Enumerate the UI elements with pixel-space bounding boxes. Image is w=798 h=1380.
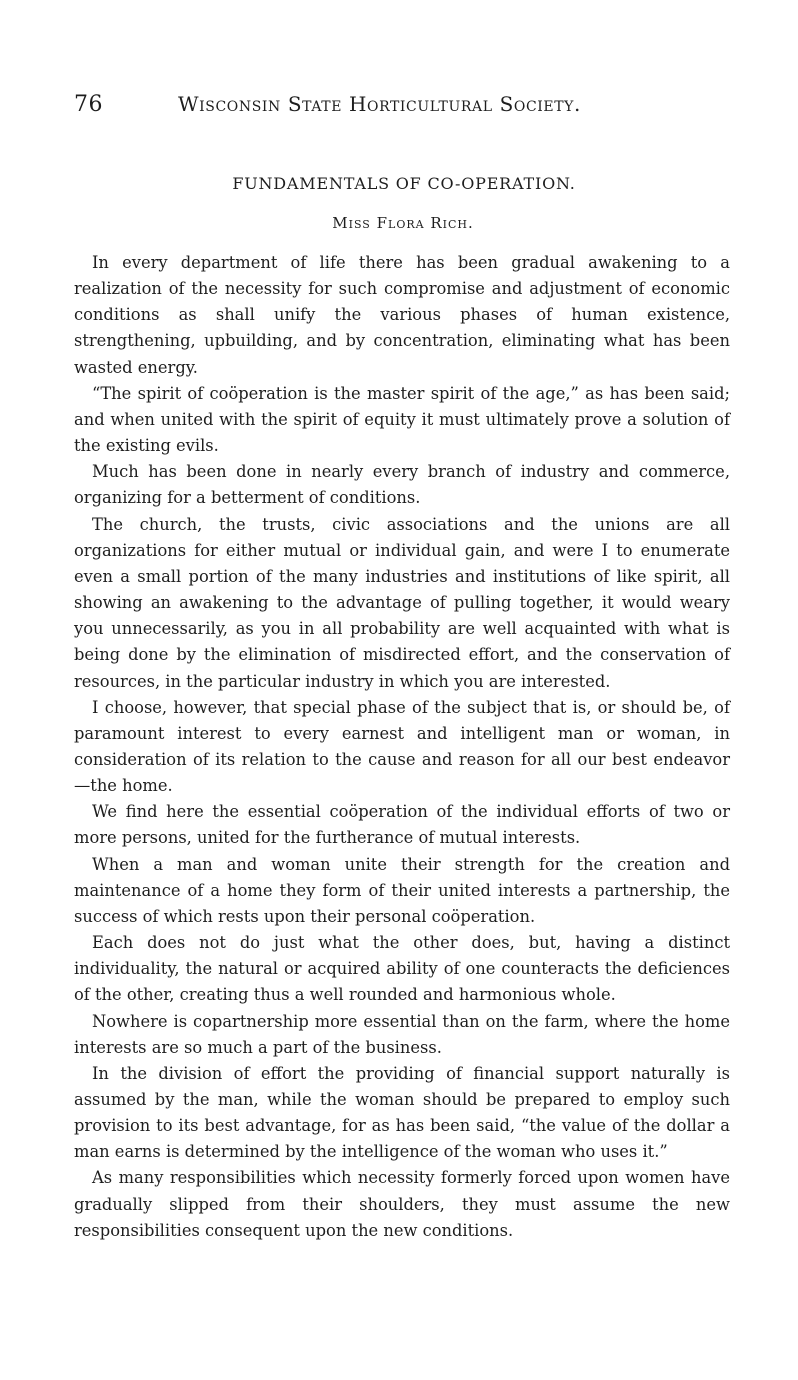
- paragraph: Nowhere is copartnership more essential than on the farm, where the home interests are so much a part of the business.: [74, 1011, 730, 1057]
- article-body: [74, 250, 730, 1244]
- paragraph: When a man and woman unite their strength for the creation and maintenance of a home they form of their united interests a partnership, the success of which rests upon their personal coöperation.: [74, 854, 730, 926]
- paragraph: We find here the essential coöperation of the individual efforts of two or more persons, united for the furtherance of mutual interests.: [74, 802, 730, 848]
- article-author: Miss Flora Rich.: [332, 214, 474, 232]
- paragraph: As many responsibilities which necessity formerly forced upon women have gradually slipped from their shoulders, they must assume the new responsibilities consequent upon the new conditions.: [74, 1168, 730, 1240]
- paragraph: I choose, however, that special phase of the subject that is, or should be, of paramount interest to every earnest and intelligent man or woman, in consideration of its relation to the cause and reason for all our best endeavor—the home.: [74, 697, 730, 796]
- paragraph: The church, the trusts, civic associations and the unions are all organizations for either mutual or individual gain, and were I to enumerate even a small portion of the many industries and institutions of like spirit, all showing an awakening to the advantage of pulling together, it would weary you unnecessarily, as you in all probability are well acquainted with what is being done by the elimination of misdirected effort, and the conservation of resources, in the particular industry in which you are interested.: [74, 514, 730, 691]
- paragraph: Each does not do just what the other does, but, having a distinct individuality, the natural or acquired ability of one counteracts the deficiences of the other, creating thus a well rounded and harmonious whole.: [74, 933, 730, 1005]
- article-title: FUNDAMENTALS OF CO-OPERATION.: [232, 174, 576, 193]
- running-title: Wisconsin State Horticultural Society.: [178, 92, 581, 116]
- paragraph: In the division of effort the providing of financial support naturally is assumed by the man, while the woman should be prepared to employ such provision to its best advantage, for as has been said, “the value of the dollar a man earns is determined by the intelligence of the woman who uses it.”: [74, 1063, 730, 1162]
- paragraph: Much has been done in nearly every branch of industry and commerce, organizing for a betterment of conditions.: [74, 462, 730, 508]
- paragraph: In every department of life there has been gradual awakening to a realization of the necessity for such compromise and adjustment of economic conditions as shall unify the various phases of human existence, strengthening, upbuilding, and by concentration, eliminating what has been wasted energy.: [74, 253, 730, 377]
- paragraph: “The spirit of coöperation is the master spirit of the age,” as has been said; and when united with the spirit of equity it must ultimately prove a solution of the existing evils.: [74, 383, 730, 456]
- page-number: 76: [74, 92, 103, 117]
- page-header: [74, 92, 734, 124]
